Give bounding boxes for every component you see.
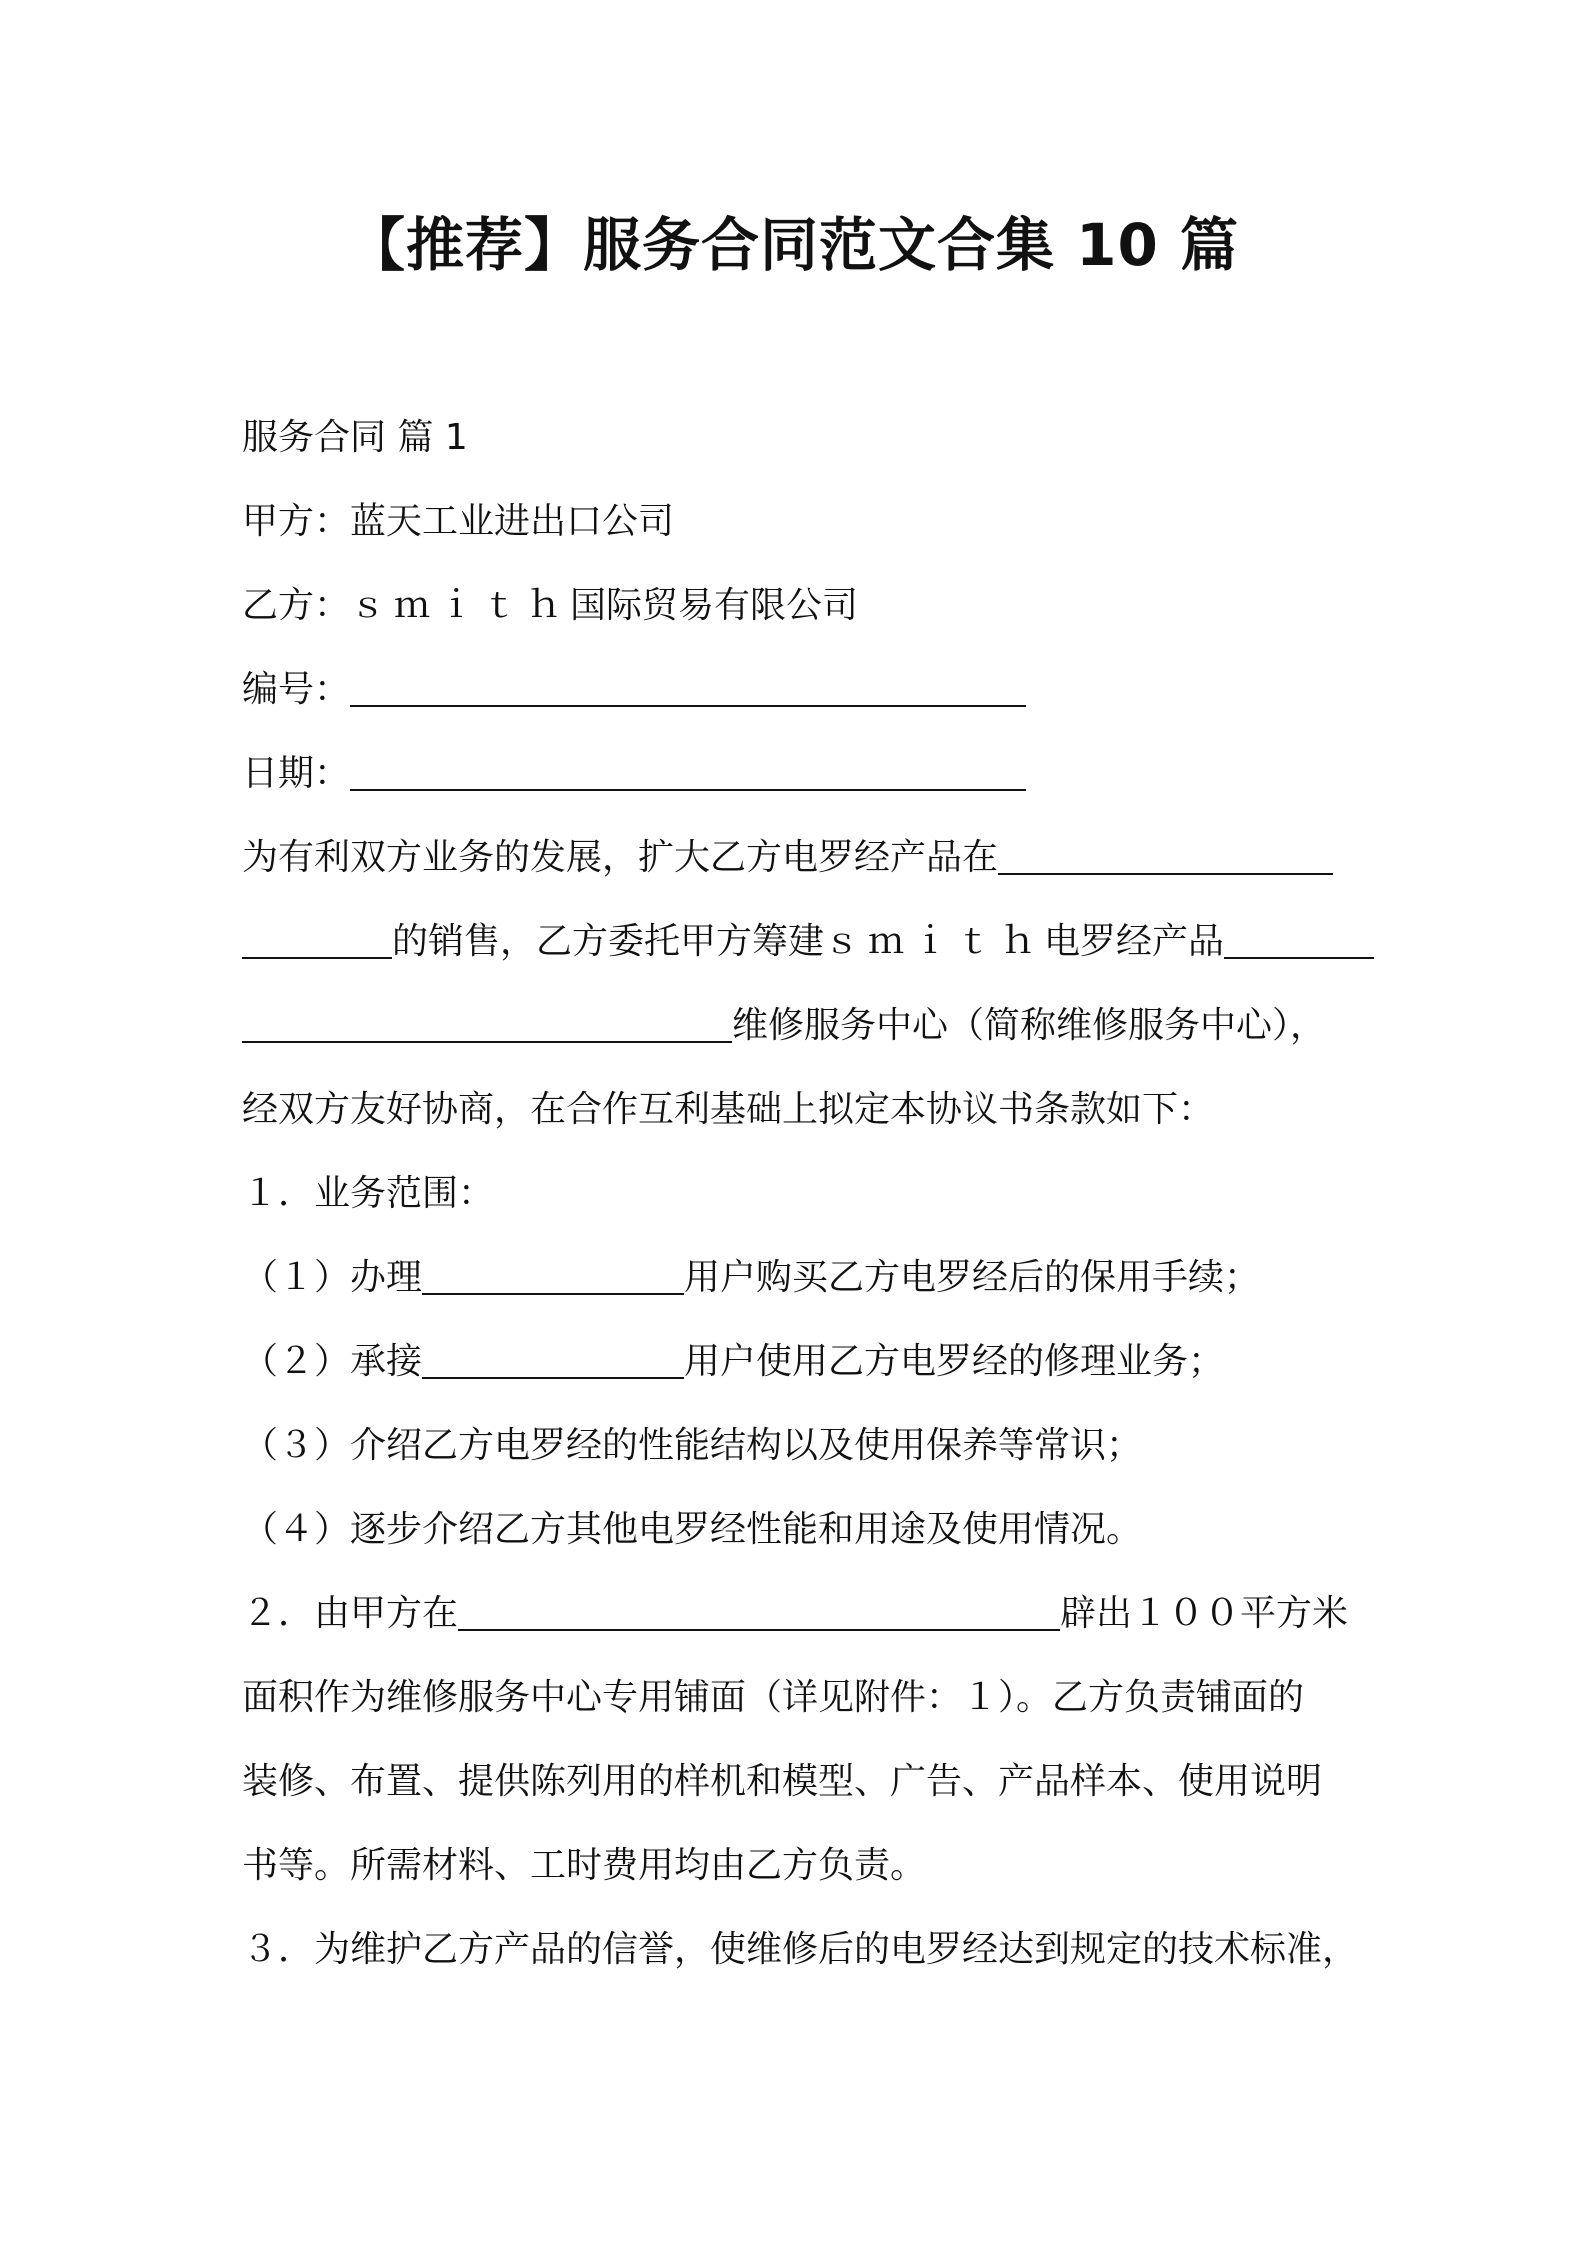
clause-1-item-2-blank [422, 1339, 684, 1379]
clause-1-item-4: （４）逐步介绍乙方其他电罗经性能和用途及使用情况。 [242, 1509, 1143, 1550]
clause-2-line-3: 装修、布置、提供陈列用的样机和模型、广告、产品样本、使用说明 [242, 1761, 1323, 1802]
date-line [242, 748, 1026, 800]
party-b-label: 乙方： [242, 585, 351, 626]
intro-text-1: 为有利双方业务的发展，扩大乙方电罗经产品在 [242, 837, 999, 878]
intro-text-2-latin: ｓｍｉｔｈ [824, 921, 1045, 962]
intro-text-3: 维修服务中心（简称维修服务中心）， [732, 1005, 1327, 1046]
intro-blank-2 [242, 919, 392, 959]
number-blank [350, 667, 1026, 707]
intro-text-2a: 的销售，乙方委托甲方筹建 [392, 921, 825, 962]
clause-1-item-3: （３）介绍乙方电罗经的性能结构以及使用保养等常识； [242, 1425, 1143, 1466]
party-b-value: 国际贸易有限公司 [570, 585, 859, 626]
clause-2-line-2: 面积作为维修服务中心专用铺面（详见附件：１）。乙方负责铺面的 [242, 1677, 1305, 1718]
clause-2-blank [458, 1591, 1060, 1631]
intro-blank-4 [242, 1003, 732, 1043]
number-line [242, 664, 1026, 716]
intro-text-2b: 电罗经产品 [1044, 921, 1225, 962]
clause-1-heading: １．业务范围： [242, 1173, 495, 1214]
clause-1-item-1-a: （１）办理 [242, 1257, 423, 1298]
clause-2-line-1-a: ２．由甲方在 [242, 1593, 459, 1634]
clause-1-item-1-b: 用户购买乙方电罗经后的保用手续； [684, 1257, 1261, 1298]
clause-1-item-2-b: 用户使用乙方电罗经的修理业务； [684, 1341, 1225, 1382]
clause-2-line-1-b: 辟出１００平方米 [1060, 1593, 1349, 1634]
party-a-value: 蓝天工业进出口公司 [350, 501, 675, 542]
clause-1-item-2 [242, 1336, 1224, 1388]
party-a-line [242, 496, 674, 548]
intro-blank-3 [1224, 919, 1374, 959]
date-label: 日期： [242, 753, 351, 794]
intro-line-1 [242, 832, 1333, 884]
clause-3-line-1: ３．为维护乙方产品的信誉，使维修后的电罗经达到规定的技术标准， [242, 1929, 1359, 1970]
document-title: 【推荐】服务合同范文合集 10 篇 [346, 211, 1240, 279]
party-a-label: 甲方： [242, 501, 351, 542]
clause-2-line-1 [242, 1588, 1348, 1640]
party-b-value-latin: ｓｍｉｔｈ [350, 585, 571, 626]
intro-line-4: 经双方友好协商，在合作互利基础上拟定本协议书条款如下： [242, 1089, 1215, 1130]
date-blank [350, 751, 1026, 791]
clause-2-line-4: 书等。所需材料、工时费用均由乙方负责。 [242, 1845, 927, 1886]
intro-blank-1 [998, 835, 1333, 875]
section-heading: 服务合同 篇 1 [242, 417, 468, 458]
clause-1-item-2-a: （２）承接 [242, 1341, 423, 1382]
number-label: 编号： [242, 669, 351, 710]
clause-1-item-1-blank [422, 1255, 684, 1295]
party-b-line [242, 580, 858, 632]
intro-line-3 [242, 1000, 1326, 1052]
intro-line-2 [242, 916, 1374, 968]
clause-1-item-1 [242, 1252, 1260, 1304]
